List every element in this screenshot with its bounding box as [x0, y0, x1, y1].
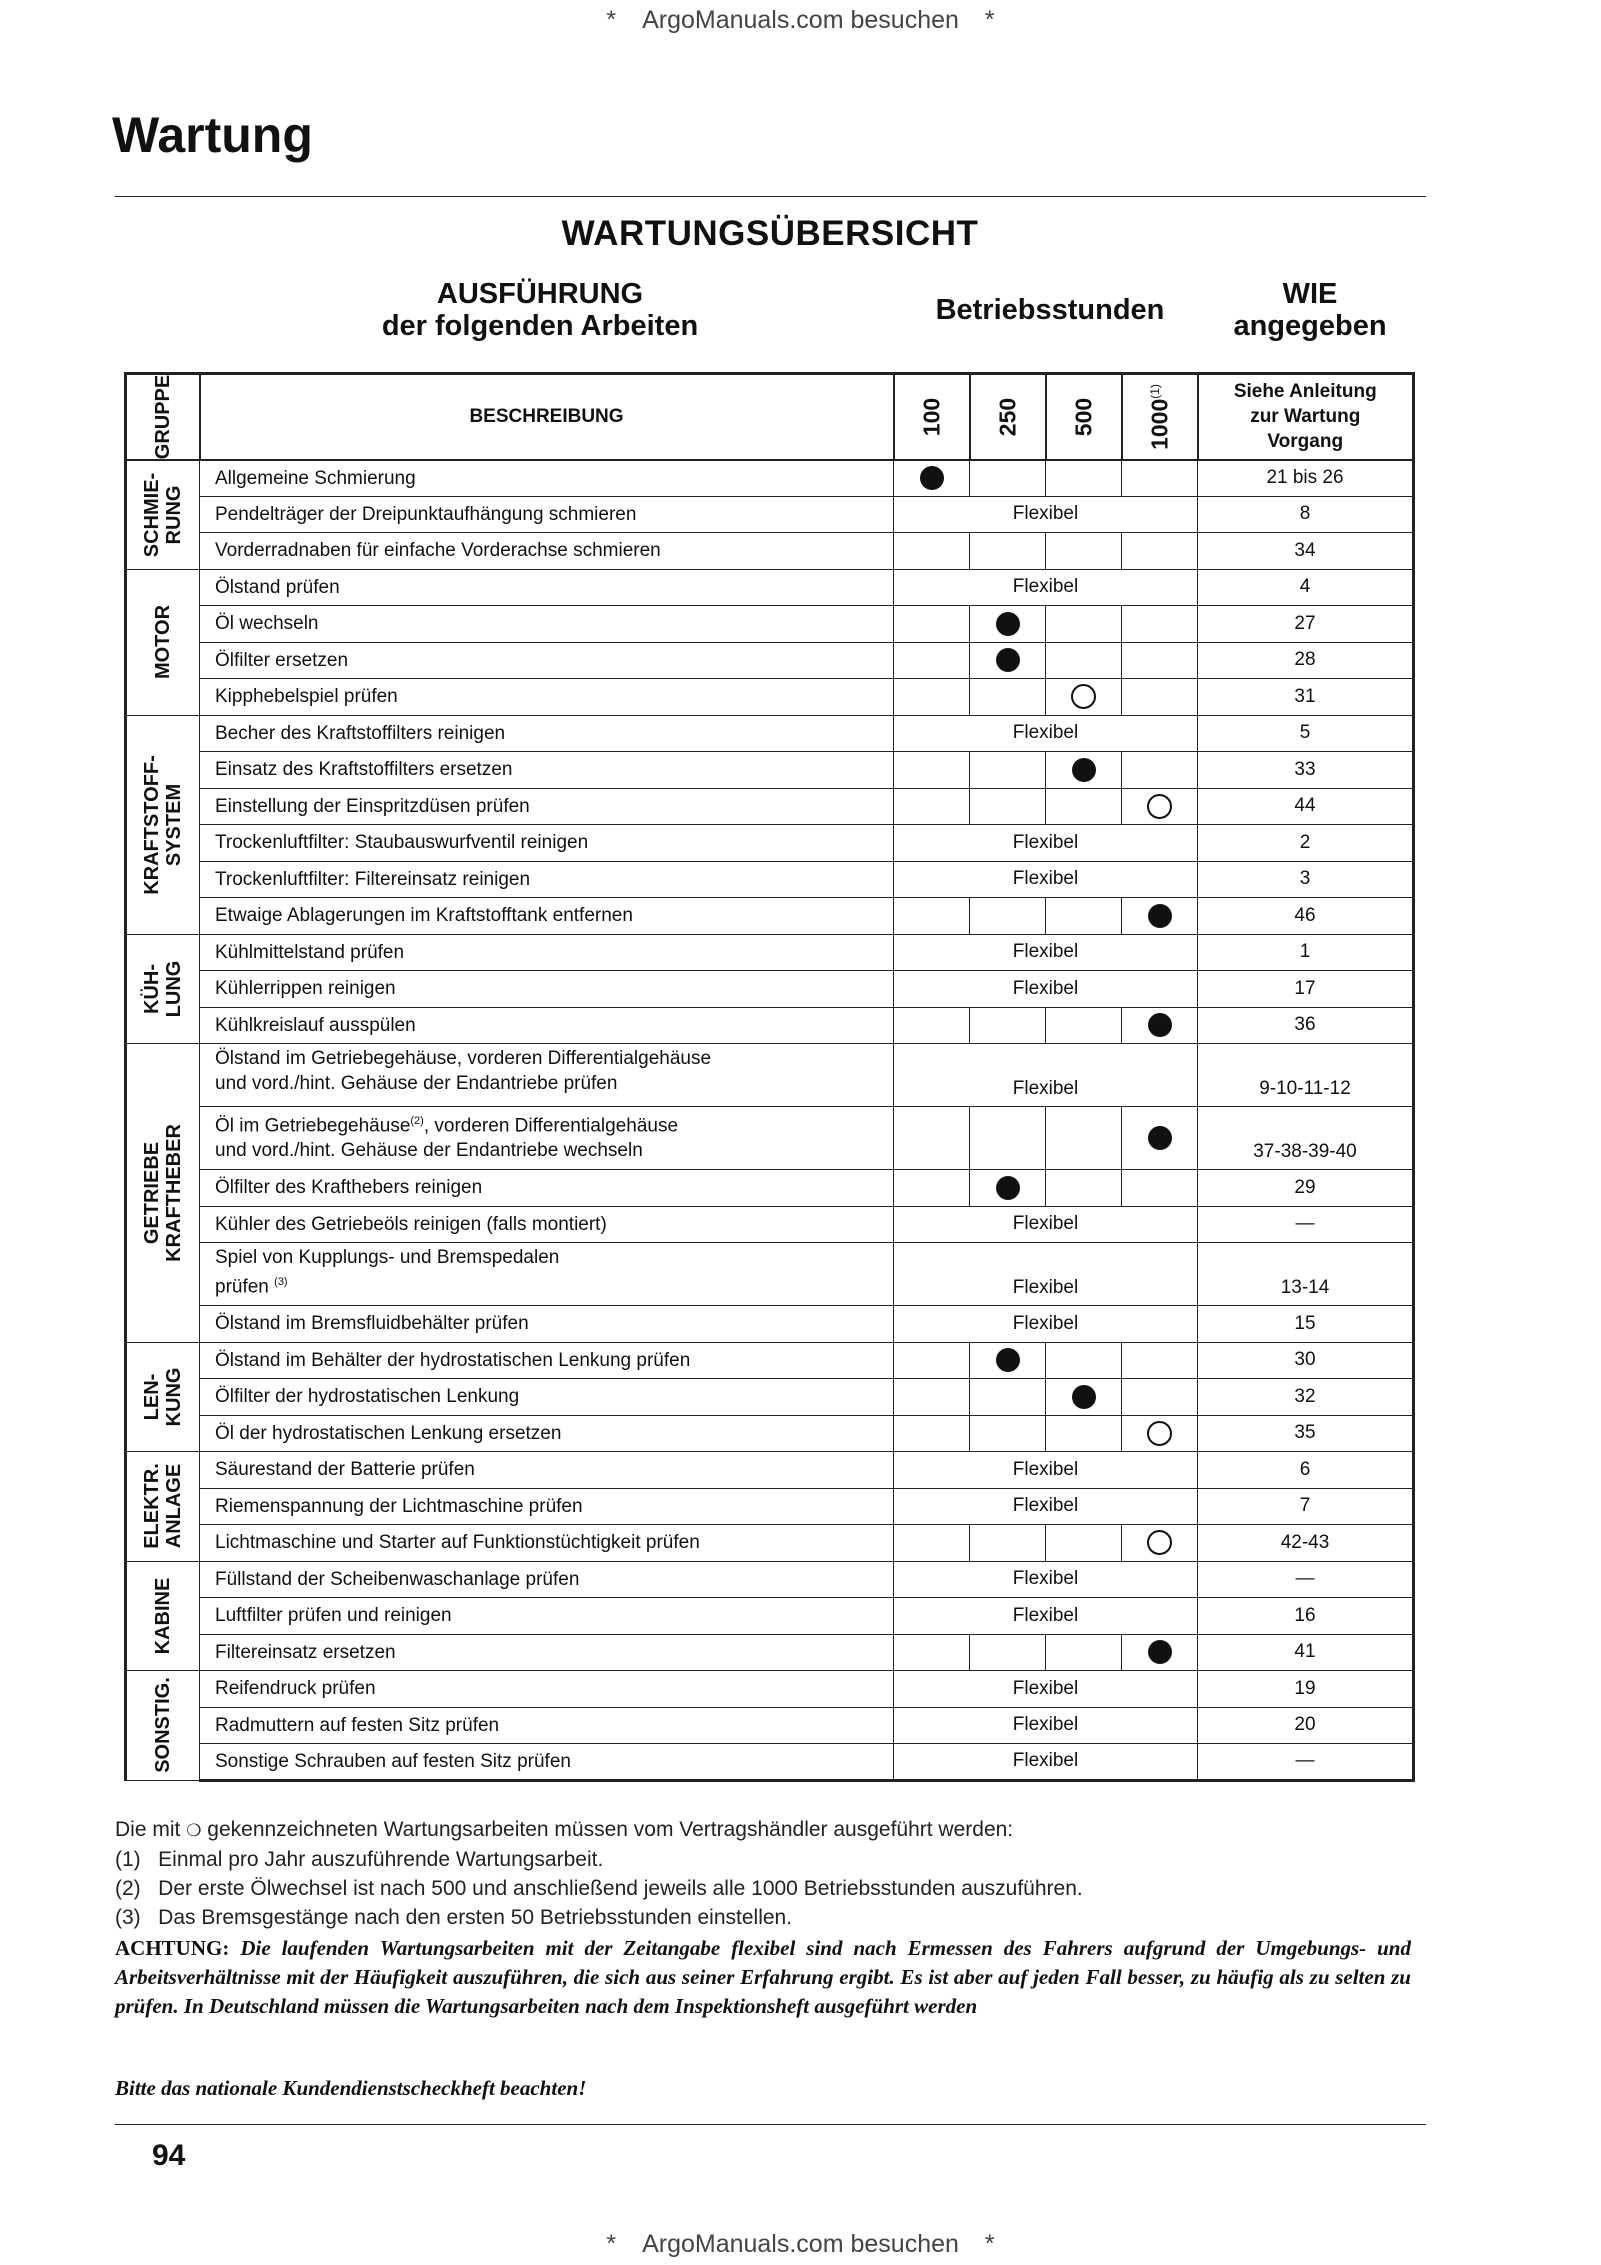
interval-cell [1122, 752, 1198, 789]
table-row [126, 460, 1414, 497]
row-reference: 4 [1198, 569, 1414, 606]
table-row [126, 1707, 1414, 1744]
row-description: Luftfilter prüfen und reinigen [200, 1598, 894, 1635]
section-title: Wartung [112, 107, 313, 163]
row-reference: 37-38-39-40 [1198, 1107, 1414, 1170]
row-reference: 3 [1198, 861, 1414, 898]
table-row [126, 898, 1414, 935]
row-description: Radmuttern auf festen Sitz prüfen [200, 1707, 894, 1744]
interval-cell [1122, 1342, 1198, 1379]
flexibel-cell: Flexibel [894, 1598, 1198, 1635]
row-reference: 33 [1198, 752, 1414, 789]
interval-cell [970, 1379, 1046, 1416]
filled-dot-icon [1072, 1385, 1096, 1409]
row-reference: — [1198, 1744, 1414, 1781]
maintenance-table [124, 372, 1415, 1782]
footer-rule [115, 2124, 1426, 2125]
bitte-note: Bitte das nationale Kundendienstscheckheft beachten! [115, 2076, 587, 2100]
header-rule [115, 196, 1426, 197]
interval-cell [1046, 898, 1122, 935]
interval-cell [1046, 752, 1122, 789]
table-row [126, 971, 1414, 1008]
interval-cell [894, 1107, 970, 1170]
filled-dot-icon [996, 1176, 1020, 1200]
row-description: Kühlerrippen reinigen [200, 971, 894, 1008]
flexibel-cell: Flexibel [894, 715, 1198, 752]
header-gruppe: GRUPPE [126, 374, 200, 460]
table-row [126, 861, 1414, 898]
bottom-banner [0, 2230, 1601, 2259]
interval-cell [1122, 1525, 1198, 1562]
row-description: Filtereinsatz ersetzen [200, 1634, 894, 1671]
header-hour-1000: 1000$^{(1)}$ [1122, 374, 1198, 460]
row-reference: 6 [1198, 1452, 1414, 1489]
flexibel-cell: Flexibel [894, 1671, 1198, 1708]
flexibel-cell: Flexibel [894, 1561, 1198, 1598]
flexibel-cell: Flexibel [894, 1744, 1198, 1781]
row-reference: 20 [1198, 1707, 1414, 1744]
banner-text: ArgoManuals.com besuchen [642, 2230, 959, 2258]
banner-star-right: * [984, 6, 995, 34]
row-description: Trockenluftfilter: Staubauswurfventil reinigen [200, 825, 894, 862]
row-description: Füllstand der Scheibenwaschanlage prüfen [200, 1561, 894, 1598]
row-reference: 32 [1198, 1379, 1414, 1416]
table-row [126, 1306, 1414, 1343]
interval-cell [970, 788, 1046, 825]
group-label: MOTOR [126, 569, 200, 715]
row-reference: 2 [1198, 825, 1414, 862]
filled-dot-icon [996, 648, 1020, 672]
table-row [126, 1206, 1414, 1243]
table-row [126, 1170, 1414, 1207]
row-reference: 17 [1198, 971, 1414, 1008]
interval-cell [894, 679, 970, 716]
row-description: Sonstige Schrauben auf festen Sitz prüfen [200, 1744, 894, 1781]
row-reference: 42-43 [1198, 1525, 1414, 1562]
interval-cell [1046, 1342, 1122, 1379]
row-description: Ölfilter des Krafthebers reinigen [200, 1170, 894, 1207]
row-reference: 34 [1198, 533, 1414, 570]
row-description: Spiel von Kupplungs- und Bremspedalen prüfen $^{(3)}$ [200, 1243, 894, 1306]
row-description: Lichtmaschine und Starter auf Funktionstüchtigkeit prüfen [200, 1525, 894, 1562]
row-description: Ölstand im Behälter der hydrostatischen Lenkung prüfen [200, 1342, 894, 1379]
row-description: Kühlkreislauf ausspülen [200, 1007, 894, 1044]
group-label: ELEKTR. ANLAGE [126, 1452, 200, 1562]
header-reference: Siehe Anleitung zur Wartung Vorgang [1198, 374, 1414, 460]
interval-cell [1122, 1170, 1198, 1207]
row-reference: 8 [1198, 496, 1414, 533]
footnotes [115, 1815, 1415, 1932]
interval-cell [1046, 1634, 1122, 1671]
table-row [126, 1243, 1414, 1306]
interval-cell [970, 752, 1046, 789]
interval-cell [1122, 642, 1198, 679]
flexibel-cell: Flexibel [894, 861, 1198, 898]
row-reference: 27 [1198, 606, 1414, 643]
header-wie: WIE angegeben [1233, 278, 1387, 342]
row-reference: 15 [1198, 1306, 1414, 1343]
table-row [126, 1342, 1414, 1379]
row-description: Ölfilter ersetzen [200, 642, 894, 679]
table-row [126, 1525, 1414, 1562]
header-hour-250: 250 [970, 374, 1046, 460]
header-betriebsstunden: Betriebsstunden [935, 294, 1165, 326]
interval-cell [1122, 460, 1198, 497]
header-ausfuehrung: AUSFÜHRUNG der folgenden Arbeiten [381, 278, 699, 342]
row-reference: 7 [1198, 1488, 1414, 1525]
group-label: SONSTIG. [126, 1671, 200, 1781]
filled-dot-icon [996, 612, 1020, 636]
interval-cell [970, 1525, 1046, 1562]
row-description: Vorderradnaben für einfache Vorderachse schmieren [200, 533, 894, 570]
note-1: (1) Einmal pro Jahr auszuführende Wartungsarbeit. [115, 1848, 604, 1871]
interval-cell [894, 533, 970, 570]
interval-cell [970, 642, 1046, 679]
interval-cell [1046, 606, 1122, 643]
interval-cell [1122, 1379, 1198, 1416]
interval-cell [894, 1415, 970, 1452]
table-row [126, 1044, 1414, 1107]
row-reference: 1 [1198, 934, 1414, 971]
row-reference: 28 [1198, 642, 1414, 679]
interval-cell [970, 1007, 1046, 1044]
interval-cell [894, 752, 970, 789]
open-circle-icon [1147, 1530, 1172, 1555]
top-banner [0, 6, 1601, 35]
row-description: Becher des Kraftstoffilters reinigen [200, 715, 894, 752]
table-row [126, 1107, 1414, 1170]
table-row [126, 1007, 1414, 1044]
row-description: Einstellung der Einspritzdüsen prüfen [200, 788, 894, 825]
interval-cell [1046, 1007, 1122, 1044]
banner-star-left: * [606, 6, 617, 34]
row-description: Ölstand prüfen [200, 569, 894, 606]
row-reference: 13-14 [1198, 1243, 1414, 1306]
interval-cell [1046, 1379, 1122, 1416]
filled-dot-icon [1148, 904, 1172, 928]
filled-dot-icon [920, 466, 944, 490]
interval-cell [894, 788, 970, 825]
group-label: GETRIEBE KRAFTHEBER [126, 1044, 200, 1343]
filled-dot-icon [1148, 1126, 1172, 1150]
row-description: Kipphebelspiel prüfen [200, 679, 894, 716]
interval-cell [894, 1007, 970, 1044]
interval-cell [970, 679, 1046, 716]
interval-cell [970, 606, 1046, 643]
row-description: Riemenspannung der Lichtmaschine prüfen [200, 1488, 894, 1525]
interval-cell [1046, 1107, 1122, 1170]
row-description: Allgemeine Schmierung [200, 460, 894, 497]
table-row [126, 679, 1414, 716]
flexibel-cell: Flexibel [894, 825, 1198, 862]
row-reference: 5 [1198, 715, 1414, 752]
table-row [126, 642, 1414, 679]
row-description: Trockenluftfilter: Filtereinsatz reinigen [200, 861, 894, 898]
interval-cell [894, 1634, 970, 1671]
table-row [126, 1488, 1414, 1525]
group-label: KABINE [126, 1561, 200, 1671]
row-reference: 19 [1198, 1671, 1414, 1708]
interval-cell [970, 1634, 1046, 1671]
flexibel-cell: Flexibel [894, 1707, 1198, 1744]
achtung-text: Die laufenden Wartungsarbeiten mit der Zeitangabe flexibel sind nach Ermessen des Fahrers aufgrund der Umgebungs- und Arbeitsverhältnisse mit der Häufigkeit auszuführen, die sich aus seiner Erfahrung ergibt. Es ist aber auf jeden Fall besser, zu häufig als zu selten zu prüfen. In Deutschland müssen die Wartungsarbeiten nach dem Inspektionsheft ausgeführt werden [115, 1936, 1411, 2018]
table-row [126, 715, 1414, 752]
interval-cell [970, 898, 1046, 935]
interval-cell [970, 1415, 1046, 1452]
achtung-paragraph [115, 1934, 1411, 2021]
interval-cell [970, 460, 1046, 497]
flexibel-cell: Flexibel [894, 934, 1198, 971]
group-label: LEN- KUNG [126, 1342, 200, 1452]
row-reference: — [1198, 1561, 1414, 1598]
row-description: Ölstand im Getriebegehäuse, vorderen Differentialgehäuse und vord./hint. Gehäuse der Endantriebe prüfen [200, 1044, 894, 1107]
filled-dot-icon [996, 1348, 1020, 1372]
main-title: WARTUNGSÜBERSICHT [561, 214, 979, 253]
open-circle-icon [1147, 1421, 1172, 1446]
row-description: Einsatz des Kraftstoffilters ersetzen [200, 752, 894, 789]
header-beschreibung: BESCHREIBUNG [200, 374, 894, 460]
row-description: Etwaige Ablagerungen im Kraftstofftank entfernen [200, 898, 894, 935]
table-header-row [126, 374, 1414, 460]
header-hour-500: 500 [1046, 374, 1122, 460]
table-row [126, 752, 1414, 789]
interval-cell [1122, 606, 1198, 643]
interval-cell [970, 1342, 1046, 1379]
row-reference: 30 [1198, 1342, 1414, 1379]
table-row [126, 1561, 1414, 1598]
open-circle-icon [1071, 684, 1096, 709]
flexibel-cell: Flexibel [894, 1306, 1198, 1343]
row-description: Ölstand im Bremsfluidbehälter prüfen [200, 1306, 894, 1343]
row-description: Reifendruck prüfen [200, 1671, 894, 1708]
interval-cell [1046, 788, 1122, 825]
flexibel-cell: Flexibel [894, 1243, 1198, 1306]
banner-star-right: * [984, 2230, 995, 2258]
interval-cell [1122, 788, 1198, 825]
table-row [126, 496, 1414, 533]
table-row [126, 533, 1414, 570]
row-description: Öl der hydrostatischen Lenkung ersetzen [200, 1415, 894, 1452]
circle-symbol-icon: ❍ [186, 1821, 202, 1840]
table-row [126, 1415, 1414, 1452]
interval-cell [1046, 1415, 1122, 1452]
table-row [126, 788, 1414, 825]
group-label: KRAFTSTOFF- SYSTEM [126, 715, 200, 934]
interval-cell [894, 460, 970, 497]
header-hour-100: 100 [894, 374, 970, 460]
interval-cell [1122, 533, 1198, 570]
interval-cell [1046, 642, 1122, 679]
row-reference: 31 [1198, 679, 1414, 716]
note-2: (2) Der erste Ölwechsel ist nach 500 und anschließend jeweils alle 1000 Betriebsstunden auszuführen. [115, 1877, 1083, 1900]
row-reference: 29 [1198, 1170, 1414, 1207]
interval-cell [1122, 898, 1198, 935]
banner-star-left: * [606, 2230, 617, 2258]
row-reference: 9-10-11-12 [1198, 1044, 1414, 1107]
interval-cell [894, 1379, 970, 1416]
filled-dot-icon [1148, 1640, 1172, 1664]
row-description: Pendelträger der Dreipunktaufhängung schmieren [200, 496, 894, 533]
row-reference: 21 bis 26 [1198, 460, 1414, 497]
row-reference: — [1198, 1206, 1414, 1243]
interval-cell [894, 1170, 970, 1207]
table-row [126, 1744, 1414, 1781]
interval-cell [1046, 1170, 1122, 1207]
table-row [126, 606, 1414, 643]
flexibel-cell: Flexibel [894, 1206, 1198, 1243]
interval-cell [1122, 679, 1198, 716]
table-row [126, 1598, 1414, 1635]
interval-cell [1046, 460, 1122, 497]
row-reference: 44 [1198, 788, 1414, 825]
flexibel-cell: Flexibel [894, 1488, 1198, 1525]
banner-text: ArgoManuals.com besuchen [642, 6, 959, 34]
table-row [126, 1452, 1414, 1489]
flexibel-cell: Flexibel [894, 1044, 1198, 1107]
interval-cell [1122, 1415, 1198, 1452]
table-row [126, 825, 1414, 862]
interval-cell [970, 1107, 1046, 1170]
row-description: Öl wechseln [200, 606, 894, 643]
filled-dot-icon [1072, 758, 1096, 782]
table-row [126, 1379, 1414, 1416]
group-label: SCHMIE- RUNG [126, 460, 200, 570]
interval-cell [894, 1525, 970, 1562]
page-number: 94 [152, 2139, 186, 2172]
note-3: (3) Das Bremsgestänge nach den ersten 50 Betriebsstunden einstellen. [115, 1906, 793, 1929]
flexibel-cell: Flexibel [894, 1452, 1198, 1489]
interval-cell [970, 1170, 1046, 1207]
interval-cell [894, 642, 970, 679]
achtung-label: ACHTUNG: [115, 1936, 230, 1960]
row-reference: 36 [1198, 1007, 1414, 1044]
row-description: Kühler des Getriebeöls reinigen (falls montiert) [200, 1206, 894, 1243]
row-description: Ölfilter der hydrostatischen Lenkung [200, 1379, 894, 1416]
row-reference: 46 [1198, 898, 1414, 935]
row-reference: 16 [1198, 1598, 1414, 1635]
interval-cell [894, 898, 970, 935]
flexibel-cell: Flexibel [894, 496, 1198, 533]
interval-cell [970, 533, 1046, 570]
interval-cell [1122, 1007, 1198, 1044]
open-circle-icon [1147, 794, 1172, 819]
row-description: Öl im Getriebegehäuse$^{(2)}$, vorderen Differentialgehäuse und vord./hint. Gehäuse der Endantriebe wechseln [200, 1107, 894, 1170]
table-row [126, 934, 1414, 971]
group-label: KÜH- LUNG [126, 934, 200, 1044]
interval-cell [1046, 1525, 1122, 1562]
interval-cell [1122, 1634, 1198, 1671]
interval-cell [1046, 533, 1122, 570]
interval-cell [1122, 1107, 1198, 1170]
table-row [126, 1671, 1414, 1708]
interval-cell [894, 1342, 970, 1379]
row-reference: 35 [1198, 1415, 1414, 1452]
row-description: Säurestand der Batterie prüfen [200, 1452, 894, 1489]
row-description: Kühlmittelstand prüfen [200, 934, 894, 971]
filled-dot-icon [1148, 1013, 1172, 1037]
flexibel-cell: Flexibel [894, 569, 1198, 606]
note-intro: Die mit ❍ gekennzeichneten Wartungsarbeiten müssen vom Vertragshändler ausgeführt werden: [115, 1818, 1014, 1841]
table-row [126, 1634, 1414, 1671]
flexibel-cell: Flexibel [894, 971, 1198, 1008]
table-row [126, 569, 1414, 606]
row-reference: 41 [1198, 1634, 1414, 1671]
interval-cell [894, 606, 970, 643]
interval-cell [1046, 679, 1122, 716]
